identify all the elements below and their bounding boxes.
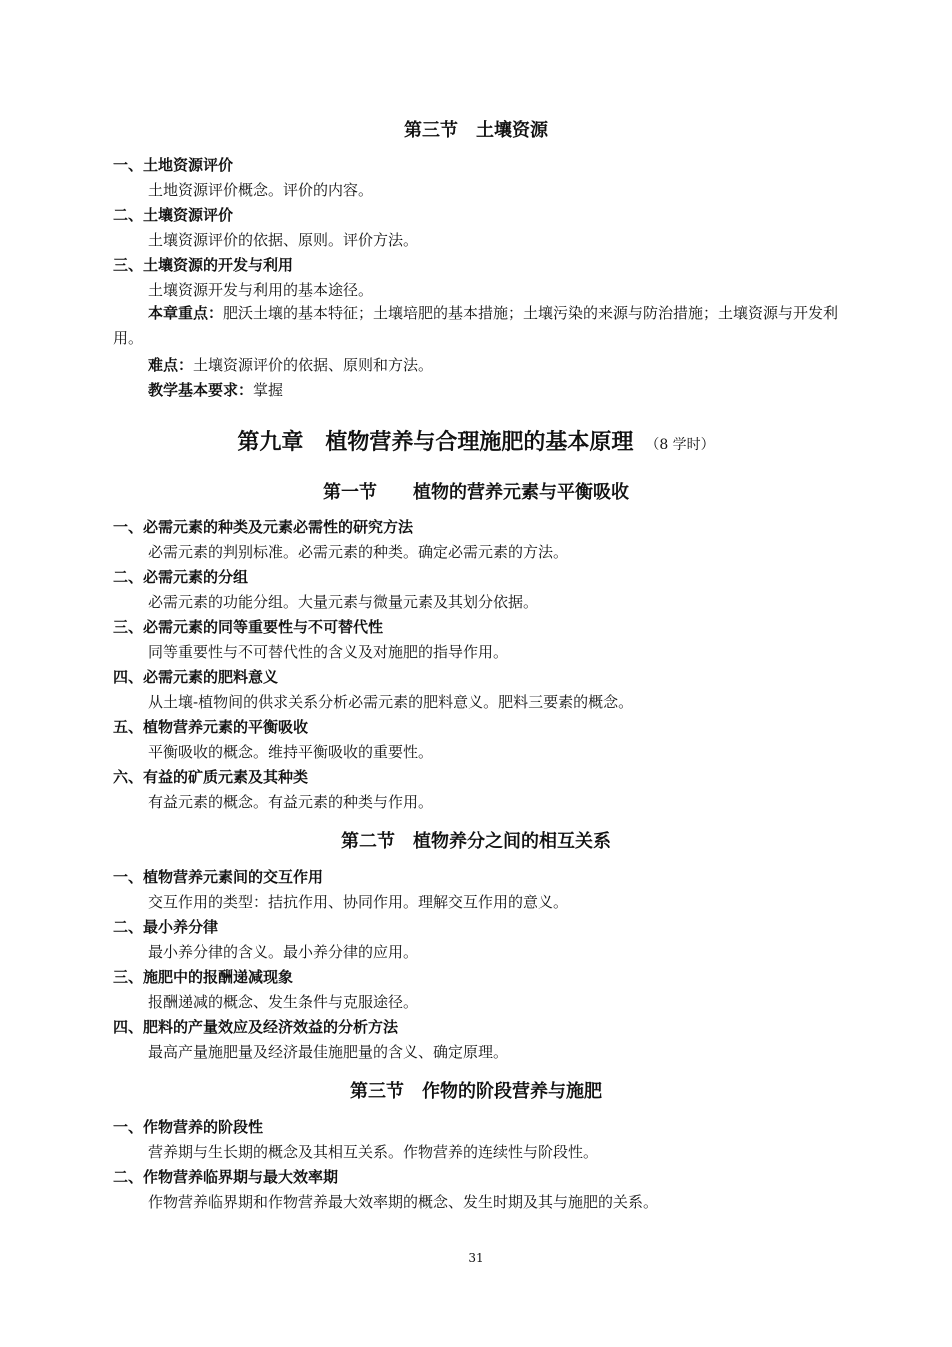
chapter-key-points	[113, 301, 843, 351]
item-text: 从土壤-植物间的供求关系分析必需元素的肥料意义。肥料三要素的概念。	[148, 693, 634, 711]
item-text: 最高产量施肥量及经济最佳施肥量的含义、确定原理。	[148, 1043, 509, 1061]
item-text: 土壤资源评价的依据、原则。评价方法。	[148, 231, 419, 249]
item-heading: 二、作物营养临界期与最大效率期	[113, 1168, 339, 1186]
item-text: 同等重要性与不可替代性的含义及对施肥的指导作用。	[148, 643, 509, 661]
item-heading: 一、必需元素的种类及元素必需性的研究方法	[113, 518, 414, 536]
item-text: 最小养分律的含义。最小养分律的应用。	[148, 943, 419, 961]
item-heading: 四、肥料的产量效应及经济效益的分析方法	[113, 1018, 399, 1036]
item-heading: 二、必需元素的分组	[113, 568, 249, 586]
requirement-line	[148, 379, 283, 400]
item-heading: 二、土壤资源评价	[113, 206, 234, 224]
item-heading: 三、施肥中的报酬递减现象	[113, 968, 294, 986]
requirement-text: 掌握	[253, 381, 284, 399]
item-text: 土壤资源开发与利用的基本途径。	[148, 281, 374, 299]
item-heading: 三、必需元素的同等重要性与不可替代性	[113, 618, 384, 636]
difficulty-line	[148, 354, 433, 375]
section-title: 第三节 作物的阶段营养与施肥	[350, 1081, 602, 1102]
item-text: 土地资源评价概念。评价的内容。	[148, 181, 374, 199]
section-title: 第二节 植物养分之间的相互关系	[341, 831, 611, 852]
item-heading: 一、作物营养的阶段性	[113, 1118, 264, 1136]
item-heading: 一、土地资源评价	[113, 156, 234, 174]
item-text: 平衡吸收的概念。维持平衡吸收的重要性。	[148, 743, 434, 761]
chapter-hours: （8 学时）	[645, 437, 715, 453]
page-number: 31	[468, 1251, 484, 1265]
item-heading: 三、土壤资源的开发与利用	[113, 256, 294, 274]
chapter-title-text: 第九章 植物营养与合理施肥的基本原理	[237, 430, 634, 455]
item-text: 作物营养临界期和作物营养最大效率期的概念、发生时期及其与施肥的关系。	[148, 1193, 659, 1211]
item-heading: 五、植物营养元素的平衡吸收	[113, 718, 309, 736]
section-title: 第一节 植物的营养元素与平衡吸收	[323, 482, 629, 503]
item-text: 营养期与生长期的概念及其相互关系。作物营养的连续性与阶段性。	[148, 1143, 599, 1161]
section-title: 第三节 土壤资源	[404, 120, 548, 141]
item-text: 交互作用的类型：拮抗作用、协同作用。理解交互作用的意义。	[148, 893, 569, 911]
item-text: 报酬递减的概念、发生条件与克服途径。	[148, 993, 419, 1011]
item-heading: 六、有益的矿质元素及其种类	[113, 768, 309, 786]
requirement-label: 教学基本要求：	[148, 381, 254, 399]
difficulty-text: 土壤资源评价的依据、原则和方法。	[193, 356, 434, 374]
chapter-title	[0, 425, 952, 456]
item-text: 必需元素的功能分组。大量元素与微量元素及其划分依据。	[148, 593, 539, 611]
key-points-label: 本章重点：	[148, 304, 224, 322]
item-heading: 二、最小养分律	[113, 918, 219, 936]
key-points-text: 肥沃土壤的基本特征；土壤培肥的基本措施；土壤污染的来源与防治措施；土壤资源与开发利用。	[113, 304, 839, 347]
item-heading: 四、必需元素的肥料意义	[113, 668, 279, 686]
item-text: 有益元素的概念。有益元素的种类与作用。	[148, 793, 434, 811]
item-heading: 一、植物营养元素间的交互作用	[113, 868, 324, 886]
difficulty-label: 难点：	[148, 356, 194, 374]
item-text: 必需元素的判别标准。必需元素的种类。确定必需元素的方法。	[148, 543, 569, 561]
